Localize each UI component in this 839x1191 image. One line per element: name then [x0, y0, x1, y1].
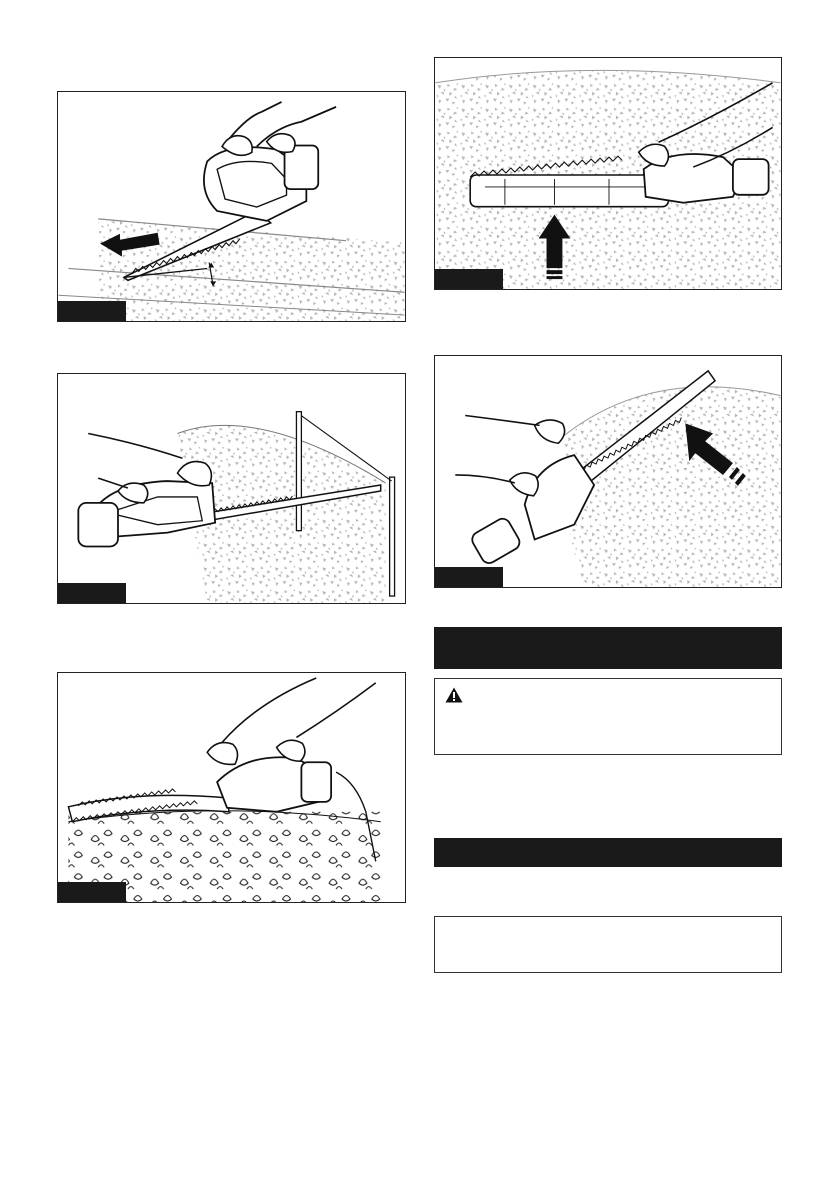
figure-top-trim [57, 672, 406, 903]
figure-label [58, 583, 126, 603]
illustration-top-trim [58, 673, 405, 902]
illustration-angle-trim [58, 92, 405, 321]
figure-string-guide [57, 373, 406, 604]
figure-label [435, 269, 503, 289]
figure-angle-trim [57, 91, 406, 322]
figure-label [435, 567, 503, 587]
illustration-diagonal-trim [435, 356, 781, 587]
figure-diagonal-trim [434, 355, 782, 588]
warning-box [434, 678, 782, 755]
illustration-string-guide [58, 374, 405, 603]
figure-label [58, 882, 126, 902]
figure-label [58, 301, 126, 321]
warning-triangle-icon [445, 687, 463, 703]
note-box [434, 916, 782, 973]
figure-side-trim [434, 57, 782, 290]
illustration-side-trim [435, 58, 781, 289]
section-heading-bar [434, 838, 782, 867]
section-heading-bar [434, 627, 782, 669]
